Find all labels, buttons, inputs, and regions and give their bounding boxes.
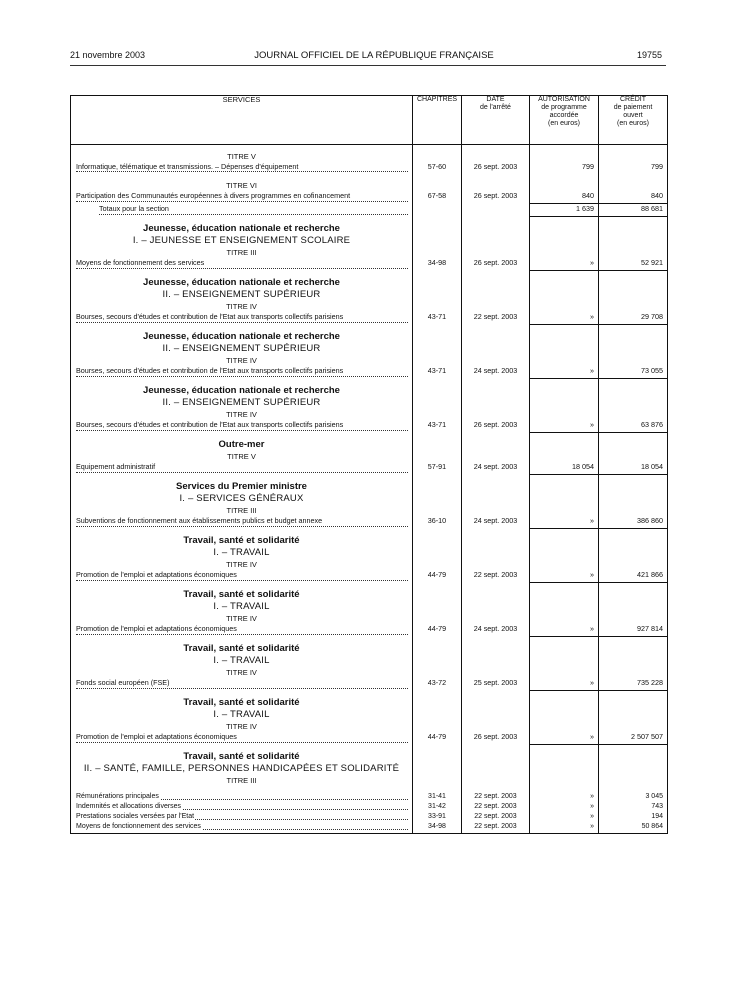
row-autorisation: 799 xyxy=(530,162,599,174)
col-header-credit xyxy=(599,96,668,145)
section-heading: I. – JEUNESSE ET ENSEIGNEMENT SCOLAIRE xyxy=(71,235,413,247)
row-label: Bourses, secours d'études et contribution de l'Etat aux transports collectifs parisiens xyxy=(76,420,344,429)
section-heading: I. – TRAVAIL xyxy=(71,709,413,721)
row-date: 22 sept. 2003 xyxy=(462,792,530,802)
titre-heading: TITRE V xyxy=(71,451,413,462)
header-date: 21 novembre 2003 xyxy=(70,50,146,60)
ministry-heading: Travail, santé et solidarité xyxy=(71,589,413,601)
titre-heading: TITRE IV xyxy=(71,409,413,420)
row-label: Fonds social européen (FSE) xyxy=(76,678,170,687)
row-credit: 73 055 xyxy=(599,366,668,379)
row-autorisation: 840 xyxy=(530,191,599,204)
row-date: 26 sept. 2003 xyxy=(462,258,530,271)
table-row xyxy=(71,732,668,745)
col-header-cp-line2: de paiement xyxy=(613,104,653,111)
row-date: 22 sept. 2003 xyxy=(462,812,530,822)
row-label: Participation des Communautés européennes à divers programmes en cofinancement xyxy=(76,191,351,200)
section-heading: I. – TRAVAIL xyxy=(71,655,413,667)
row-label: Bourses, secours d'études et contribution de l'Etat aux transports collectifs parisiens xyxy=(76,366,344,375)
row-credit: 3 045 xyxy=(599,792,668,802)
row-chapitre: 57-60 xyxy=(413,162,462,174)
titre-heading: TITRE IV xyxy=(71,613,413,624)
col-header-services: SERVICES xyxy=(71,96,413,145)
row-date: 26 sept. 2003 xyxy=(462,191,530,204)
table-row xyxy=(71,812,668,822)
table-row xyxy=(71,678,668,691)
row-credit: 50 864 xyxy=(599,822,668,832)
table-row xyxy=(71,462,668,475)
row-date: 26 sept. 2003 xyxy=(462,732,530,745)
header-rule xyxy=(70,65,666,66)
row-autorisation: » xyxy=(530,812,599,822)
row-autorisation: » xyxy=(530,516,599,529)
table-row xyxy=(71,822,668,832)
row-credit: 799 xyxy=(599,162,668,174)
row-label: Subventions de fonctionnement aux établissements publics et budget annexe xyxy=(76,516,323,525)
row-date: 24 sept. 2003 xyxy=(462,624,530,637)
header-journal-title: JOURNAL OFFICIEL DE LA RÉPUBLIQUE FRANÇAISE xyxy=(254,50,494,61)
row-credit: 52 921 xyxy=(599,258,668,271)
row-chapitre: 34-98 xyxy=(413,258,462,271)
row-autorisation: » xyxy=(530,822,599,832)
row-chapitre: 31-42 xyxy=(413,802,462,812)
table-row xyxy=(71,624,668,637)
table-row xyxy=(71,366,668,379)
titre-heading: TITRE IV xyxy=(71,667,413,678)
row-autorisation: » xyxy=(530,678,599,691)
table-row xyxy=(71,258,668,271)
row-chapitre: 36-10 xyxy=(413,516,462,529)
row-chapitre: 31-41 xyxy=(413,792,462,802)
table-row xyxy=(71,570,668,583)
col-header-ap-line3: accordée xyxy=(549,112,579,119)
row-chapitre: 67-58 xyxy=(413,191,462,204)
row-autorisation: » xyxy=(530,258,599,271)
ministry-heading: Travail, santé et solidarité xyxy=(71,643,413,655)
row-autorisation: » xyxy=(530,312,599,325)
blocks-body xyxy=(71,217,668,745)
ministry-heading: Travail, santé et solidarité xyxy=(71,535,413,547)
row-autorisation: 18 054 xyxy=(530,462,599,475)
col-header-date-line2: de l'arrêté xyxy=(480,104,511,111)
row-chapitre: 43-72 xyxy=(413,678,462,691)
ministry-heading: Jeunesse, éducation nationale et recherche xyxy=(71,223,413,235)
row-credit: 18 054 xyxy=(599,462,668,475)
section-heading: II. – ENSEIGNEMENT SUPÉRIEUR xyxy=(71,343,413,355)
row-credit: 29 708 xyxy=(599,312,668,325)
row-date: 24 sept. 2003 xyxy=(462,462,530,475)
titre-heading: TITRE IV xyxy=(71,559,413,570)
table-row xyxy=(71,312,668,325)
row-date: 24 sept. 2003 xyxy=(462,516,530,529)
table-header xyxy=(71,96,668,145)
col-header-ap-line4: (en euros) xyxy=(548,120,580,127)
row-label: Rémunérations principales xyxy=(76,793,159,800)
totals-label: Totaux pour la section xyxy=(99,203,169,213)
section-heading: I. – TRAVAIL xyxy=(71,547,413,559)
titre-heading: TITRE IV xyxy=(71,721,413,732)
row-chapitre: 33-91 xyxy=(413,812,462,822)
row-chapitre: 43-71 xyxy=(413,420,462,433)
row-label: Promotion de l'emploi et adaptations économiques xyxy=(76,732,237,741)
row-autorisation: » xyxy=(530,732,599,745)
row-autorisation: » xyxy=(530,366,599,379)
row-date: 26 sept. 2003 xyxy=(462,420,530,433)
section-heading: II. – ENSEIGNEMENT SUPÉRIEUR xyxy=(71,289,413,301)
totals-autorisation: 1 639 xyxy=(530,204,599,217)
section-heading: II. – ENSEIGNEMENT SUPÉRIEUR xyxy=(71,397,413,409)
row-chapitre: 44-79 xyxy=(413,624,462,637)
row-credit: 421 866 xyxy=(599,570,668,583)
row-date: 22 sept. 2003 xyxy=(462,312,530,325)
row-autorisation: » xyxy=(530,802,599,812)
row-label: Indemnités et allocations diverses xyxy=(76,803,182,810)
row-autorisation: » xyxy=(530,792,599,802)
row-date: 24 sept. 2003 xyxy=(462,366,530,379)
row-date: 22 sept. 2003 xyxy=(462,802,530,812)
row-autorisation: » xyxy=(530,624,599,637)
row-date: 25 sept. 2003 xyxy=(462,678,530,691)
ministry-heading: Services du Premier ministre xyxy=(71,481,413,493)
row-chapitre: 44-79 xyxy=(413,570,462,583)
table-row xyxy=(71,792,668,802)
row-label: Informatique, télématique et transmissions. – Dépenses d'équipement xyxy=(76,162,299,171)
table-row xyxy=(71,191,668,204)
ministry-heading: Jeunesse, éducation nationale et recherche xyxy=(71,385,413,397)
row-label: Promotion de l'emploi et adaptations économiques xyxy=(76,570,237,579)
row-label: Equipement administratif xyxy=(76,462,156,471)
row-chapitre: 57-91 xyxy=(413,462,462,475)
row-date: 26 sept. 2003 xyxy=(462,162,530,174)
row-chapitre: 34-98 xyxy=(413,822,462,832)
titre-heading: TITRE V xyxy=(71,151,413,162)
col-header-cp-line1: CRÉDIT xyxy=(619,96,647,103)
col-header-cp-line4: (en euros) xyxy=(617,120,649,127)
ministry-heading: Jeunesse, éducation nationale et recherche xyxy=(71,331,413,343)
row-chapitre: 44-79 xyxy=(413,732,462,745)
row-autorisation: » xyxy=(530,420,599,433)
row-credit: 743 xyxy=(599,802,668,812)
table-row xyxy=(71,516,668,529)
section-heading: I. – SERVICES GÉNÉRAUX xyxy=(71,493,413,505)
ministry-heading: Jeunesse, éducation nationale et recherche xyxy=(71,277,413,289)
titre-heading: TITRE III xyxy=(71,775,413,786)
section-heading: II. – SANTÉ, FAMILLE, PERSONNES HANDICAPÉES ET SOLIDARITÉ xyxy=(71,763,413,775)
col-header-chapitres: CHAPITRES xyxy=(413,96,462,145)
row-chapitre: 43-71 xyxy=(413,366,462,379)
col-header-autorisation xyxy=(530,96,599,145)
row-label: Prestations sociales versées par l'Etat xyxy=(76,813,195,820)
ministry-heading: Travail, santé et solidarité xyxy=(71,751,413,763)
last-block xyxy=(71,745,668,834)
col-header-ap-line2: de programme xyxy=(541,104,587,111)
row-credit: 63 876 xyxy=(599,420,668,433)
col-header-cp-line3: ouvert xyxy=(623,112,643,119)
table-row xyxy=(71,162,668,174)
row-credit: 194 xyxy=(599,812,668,822)
row-credit: 927 814 xyxy=(599,624,668,637)
totals-credit: 88 681 xyxy=(599,204,668,217)
titre-heading: TITRE VI xyxy=(71,180,413,191)
row-credit: 840 xyxy=(599,191,668,204)
row-date: 22 sept. 2003 xyxy=(462,822,530,832)
row-credit: 735 228 xyxy=(599,678,668,691)
section-heading: I. – TRAVAIL xyxy=(71,601,413,613)
row-label: Moyens de fonctionnement des services xyxy=(76,823,201,830)
titre-heading: TITRE IV xyxy=(71,301,413,312)
col-header-ap-line1: AUTORISATION xyxy=(538,96,590,103)
row-label: Bourses, secours d'études et contribution de l'Etat aux transports collectifs parisiens xyxy=(76,312,344,321)
row-date: 22 sept. 2003 xyxy=(462,570,530,583)
table-row xyxy=(71,420,668,433)
row-credit: 2 507 507 xyxy=(599,732,668,745)
ministry-heading: Outre-mer xyxy=(71,439,413,451)
col-header-date xyxy=(462,96,530,145)
col-header-date-line1: DATE xyxy=(486,96,505,103)
table-row xyxy=(71,802,668,812)
titre-heading: TITRE III xyxy=(71,505,413,516)
row-label: Promotion de l'emploi et adaptations économiques xyxy=(76,624,237,633)
row-label: Moyens de fonctionnement des services xyxy=(76,258,205,267)
row-chapitre: 43-71 xyxy=(413,312,462,325)
row-autorisation: » xyxy=(530,570,599,583)
header-page-number: 19755 xyxy=(636,50,662,60)
totals-row xyxy=(71,204,668,217)
credits-table xyxy=(70,95,668,834)
ministry-heading: Travail, santé et solidarité xyxy=(71,697,413,709)
row-credit: 386 860 xyxy=(599,516,668,529)
titre-heading: TITRE III xyxy=(71,247,413,258)
titre-heading: TITRE IV xyxy=(71,355,413,366)
